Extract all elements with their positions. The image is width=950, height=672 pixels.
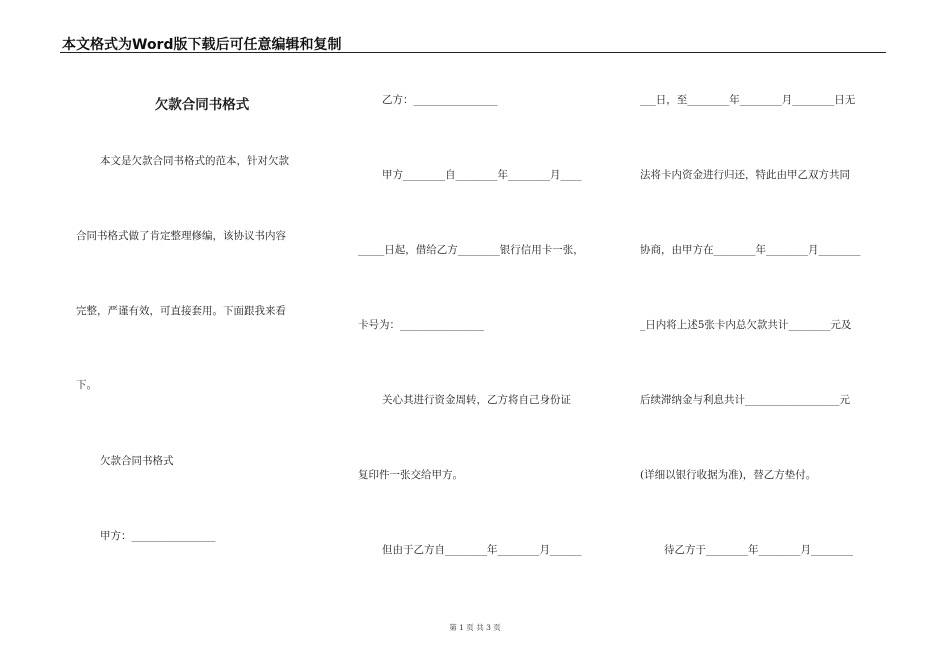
paragraph-line: 复印件一张交给甲方。 bbox=[358, 469, 463, 481]
card-number-field: 卡号为：________________ bbox=[358, 319, 484, 331]
paragraph-line: 法将卡内资金进行归还，特此由甲乙双方共同 bbox=[640, 169, 850, 181]
paragraph-line: 后续滞纳金与利息共计__________________元 bbox=[640, 394, 850, 406]
party-a-field: 甲方：________________ bbox=[100, 530, 216, 542]
section-heading: 欠款合同书格式 bbox=[100, 455, 174, 467]
paragraph-line: ___日，至________年________月________日无 bbox=[640, 94, 856, 106]
paragraph-line: 完整，严谨有效，可直接套用。下面跟我来看 bbox=[76, 305, 286, 317]
paragraph-line: 协商，由甲方在________年________月________ bbox=[640, 244, 861, 256]
paragraph-line: _日内将上述5张卡内总欠款共计________元及 bbox=[640, 319, 852, 331]
header-divider bbox=[60, 52, 886, 53]
party-b-field: 乙方：________________ bbox=[382, 94, 498, 106]
paragraph-line: 合同书格式做了肯定整理修编，该协议书内容 bbox=[76, 230, 286, 242]
page-number: 第 1 页 共 3 页 bbox=[449, 623, 501, 632]
paragraph-line: 关心其进行资金周转，乙方将自己身份证 bbox=[382, 394, 571, 406]
paragraph-line: 甲方________自________年________月____ bbox=[382, 169, 582, 181]
paragraph-line: 下。 bbox=[76, 379, 97, 391]
header-text: 本文格式为Word版下载后可任意编辑和复制 bbox=[62, 37, 342, 53]
paragraph-line: 本文是欠款合同书格式的范本，针对欠款 bbox=[100, 155, 289, 167]
paragraph-line: (详细以银行收据为准)，替乙方垫付。 bbox=[640, 469, 817, 481]
paragraph-line: 但由于乙方自________年________月______ bbox=[382, 544, 582, 556]
paragraph-line: _____日起，借给乙方________银行信用卡一张， bbox=[358, 244, 584, 256]
paragraph-line: 待乙方于________年________月________ bbox=[664, 544, 853, 556]
document-title: 欠款合同书格式 bbox=[154, 97, 250, 113]
